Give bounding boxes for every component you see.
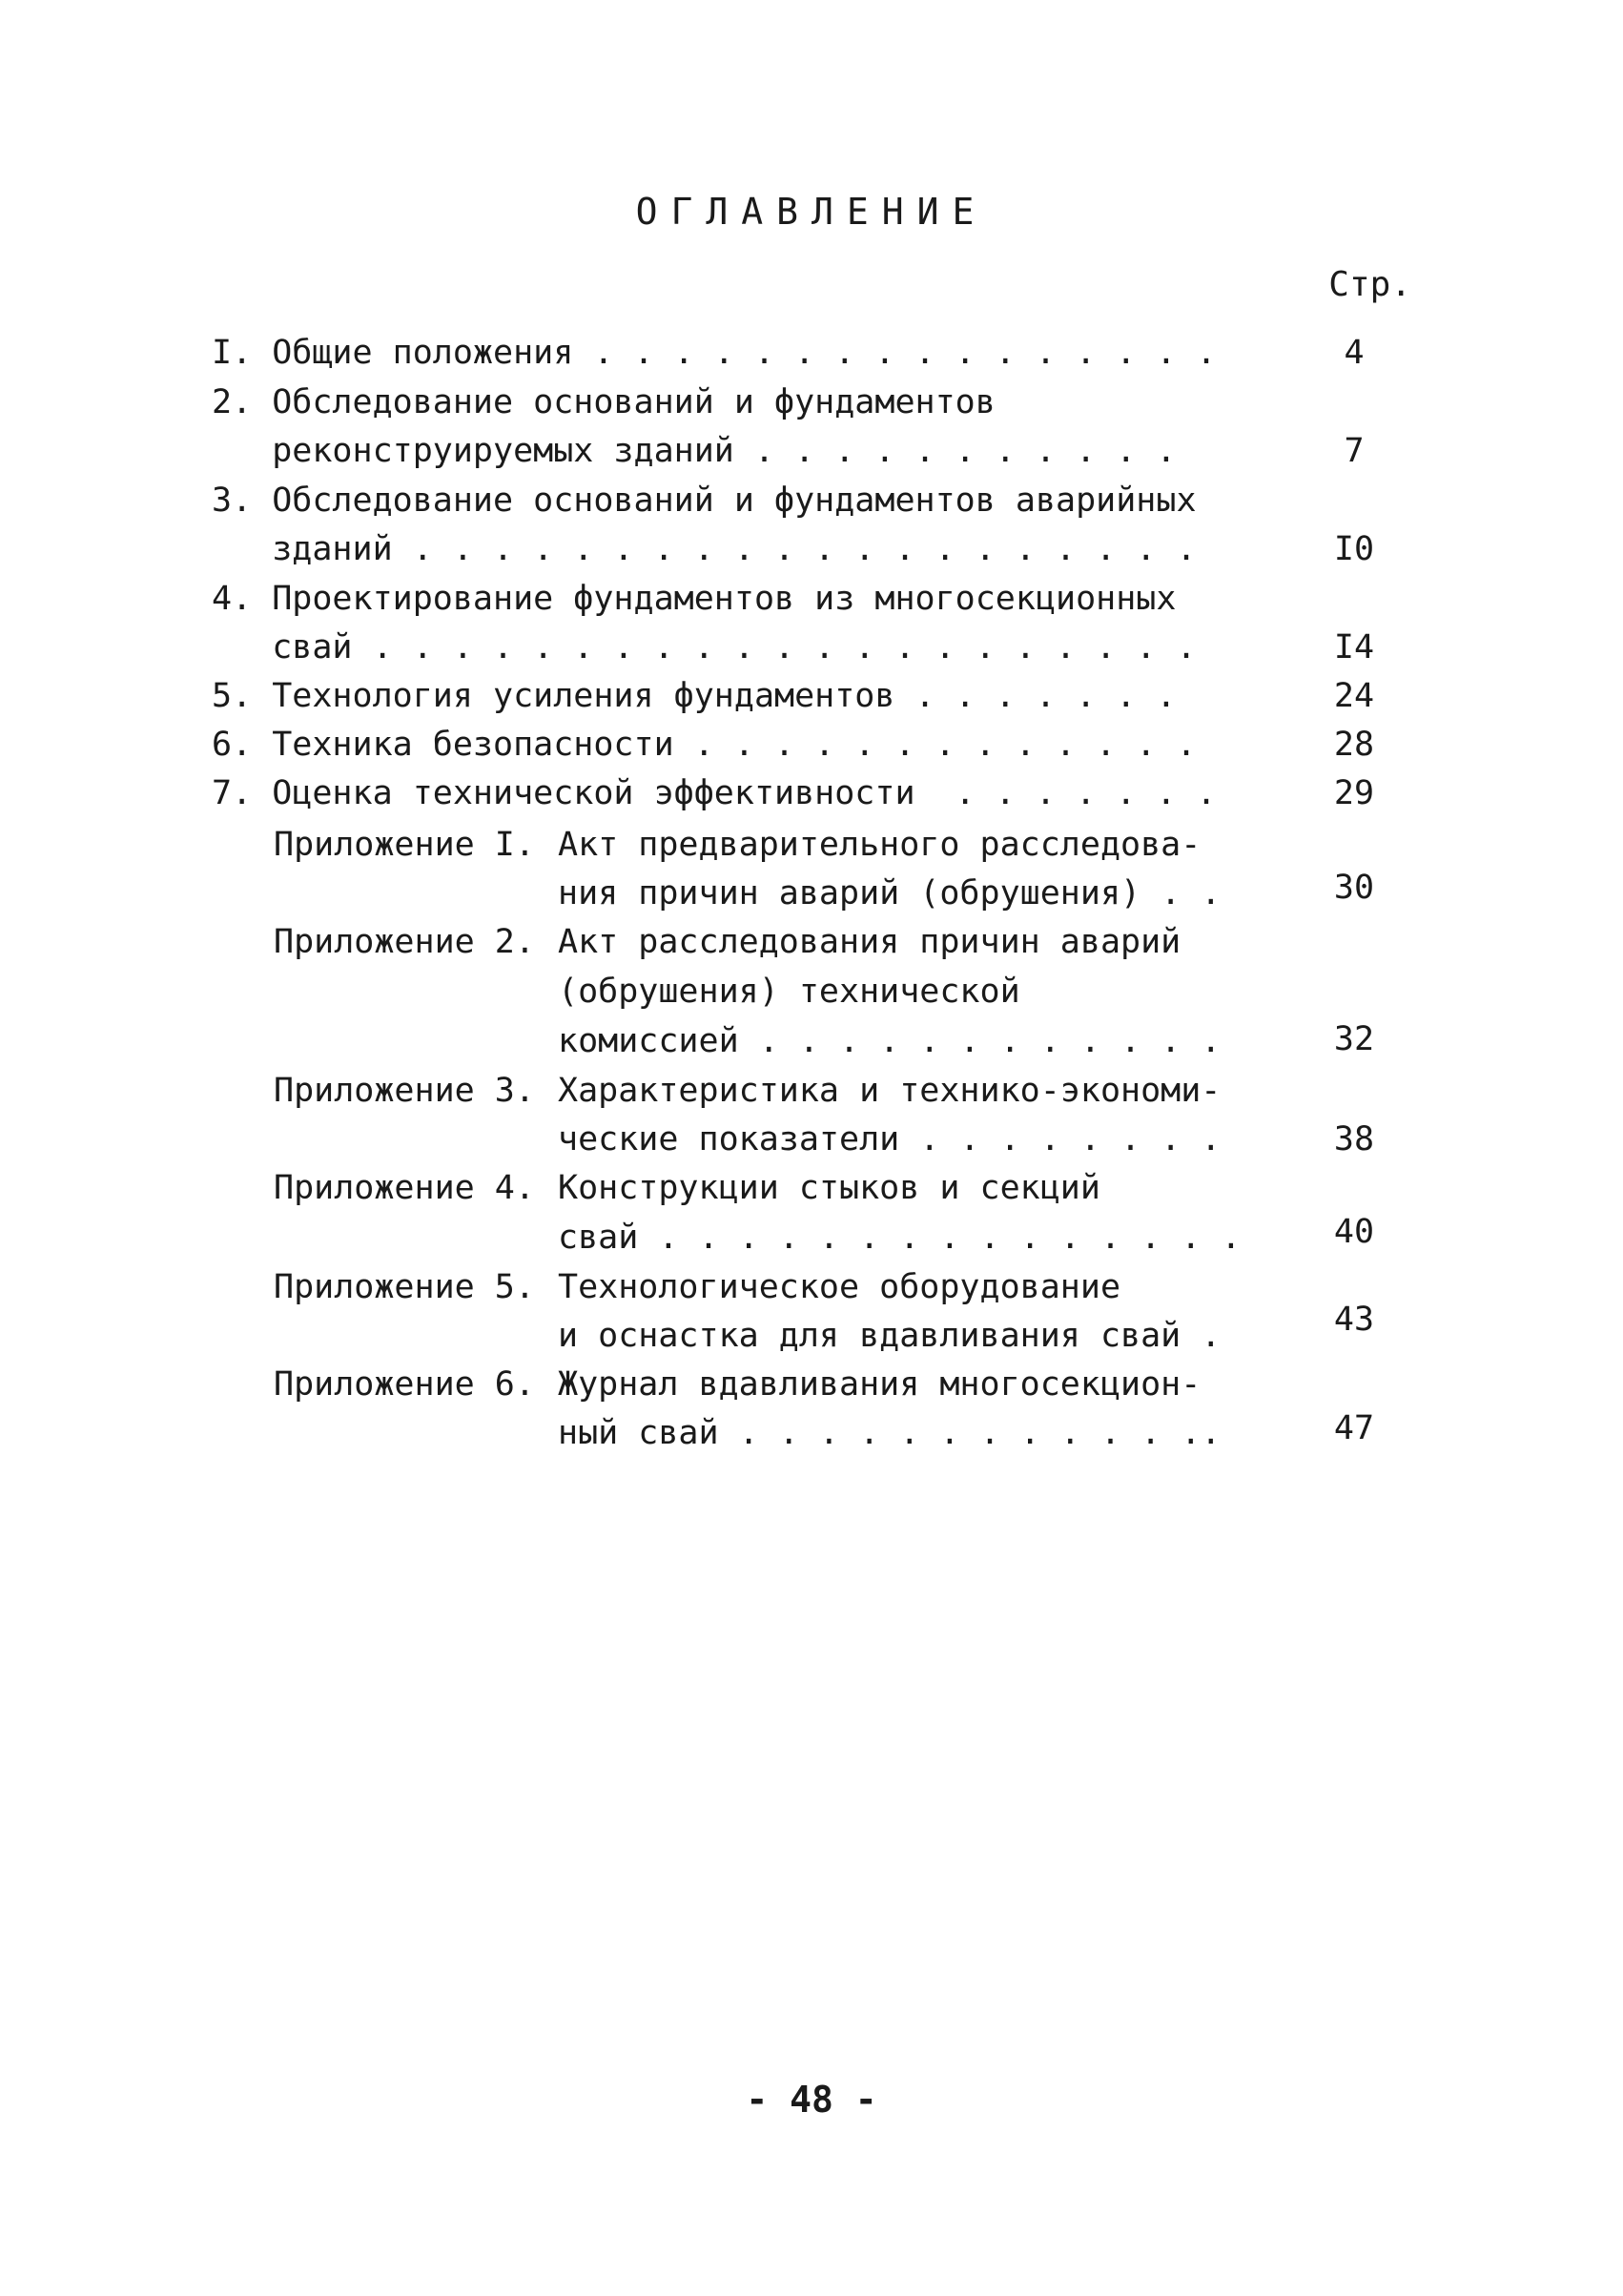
appendix-5-line-1: Технологическое оборудование [558, 1268, 1121, 1306]
appendix-2-label: Приложение 2. [274, 923, 535, 961]
appendix-3-line-2: ческие показатели . . . . . . . . [558, 1120, 1222, 1158]
toc-entry-1-page: 4 [1344, 334, 1365, 372]
toc-entry-7-line-1: 7. Оценка технической эффективности . . . . . . . [212, 774, 1217, 812]
appendix-2-line-2: (обрушения) технической [558, 973, 1020, 1011]
appendix-3-label: Приложение 3. [274, 1072, 535, 1110]
appendix-3-page: 38 [1333, 1120, 1375, 1158]
toc-entry-2-page: 7 [1344, 432, 1365, 470]
toc-entry-4-page: I4 [1333, 628, 1375, 666]
toc-entry-3-page: I0 [1333, 530, 1375, 568]
toc-entry-1-line-1: I. Общие положения . . . . . . . . . . . . . . . . [212, 334, 1217, 372]
toc-entry-4-line-1: 4. Проектирование фундаментов из многосекционных [212, 580, 1177, 618]
toc-entry-2-line-1: 2. Обследование оснований и фундаментов [212, 383, 996, 421]
appendix-5-label: Приложение 5. [274, 1268, 535, 1306]
toc-heading: ОГЛАВЛЕНИЕ [635, 191, 988, 233]
appendix-2-line-1: Акт расследования причин аварий [558, 923, 1181, 961]
toc-entry-6-page: 28 [1333, 726, 1375, 764]
toc-entry-3-line-1: 3. Обследование оснований и фундаментов аварийных [212, 482, 1197, 520]
appendix-2-page: 32 [1333, 1020, 1375, 1058]
appendix-6-page: 47 [1333, 1409, 1375, 1447]
page-column-label: Стр. [1328, 265, 1411, 304]
appendix-1-page: 30 [1333, 869, 1375, 907]
toc-entry-5-line-1: 5. Технология усиления фундаментов . . . . . . . [212, 677, 1177, 715]
appendix-1-line-2: ния причин аварий (обрушения) . . [558, 874, 1222, 912]
toc-entry-3-line-2: зданий . . . . . . . . . . . . . . . . . . . . [212, 530, 1197, 568]
appendix-4-page: 40 [1333, 1213, 1375, 1251]
toc-entry-5-page: 24 [1333, 677, 1375, 715]
toc-entry-2-line-2: реконструируемых зданий . . . . . . . . . . . [212, 432, 1177, 470]
toc-entry-7-page: 29 [1333, 774, 1375, 812]
appendix-6-label: Приложение 6. [274, 1365, 535, 1404]
toc-entry-4-line-2: свай . . . . . . . . . . . . . . . . . . . . . [212, 628, 1197, 666]
appendix-4-line-2: свай . . . . . . . . . . . . . . . [558, 1219, 1242, 1257]
appendix-3-line-1: Характеристика и технико-экономи- [558, 1072, 1222, 1110]
appendix-4-line-1: Конструкции стыков и секций [558, 1169, 1100, 1207]
appendix-6-line-1: Журнал вдавливания многосекцион- [558, 1365, 1202, 1404]
toc-entry-6-line-1: 6. Техника безопасности . . . . . . . . . . . . . [212, 726, 1197, 764]
appendix-5-page: 43 [1333, 1301, 1375, 1339]
page-number: - 48 - [746, 2079, 877, 2121]
appendix-5-line-2: и оснастка для вдавливания свай . [558, 1317, 1222, 1355]
appendix-1-line-1: Акт предварительного расследова- [558, 826, 1202, 864]
appendix-4-label: Приложение 4. [274, 1169, 535, 1207]
appendix-2-line-3: комиссией . . . . . . . . . . . . [558, 1022, 1222, 1060]
appendix-6-line-2: ный свай . . . . . . . . . . . .. [558, 1414, 1222, 1452]
appendix-1-label: Приложение I. [274, 826, 535, 864]
